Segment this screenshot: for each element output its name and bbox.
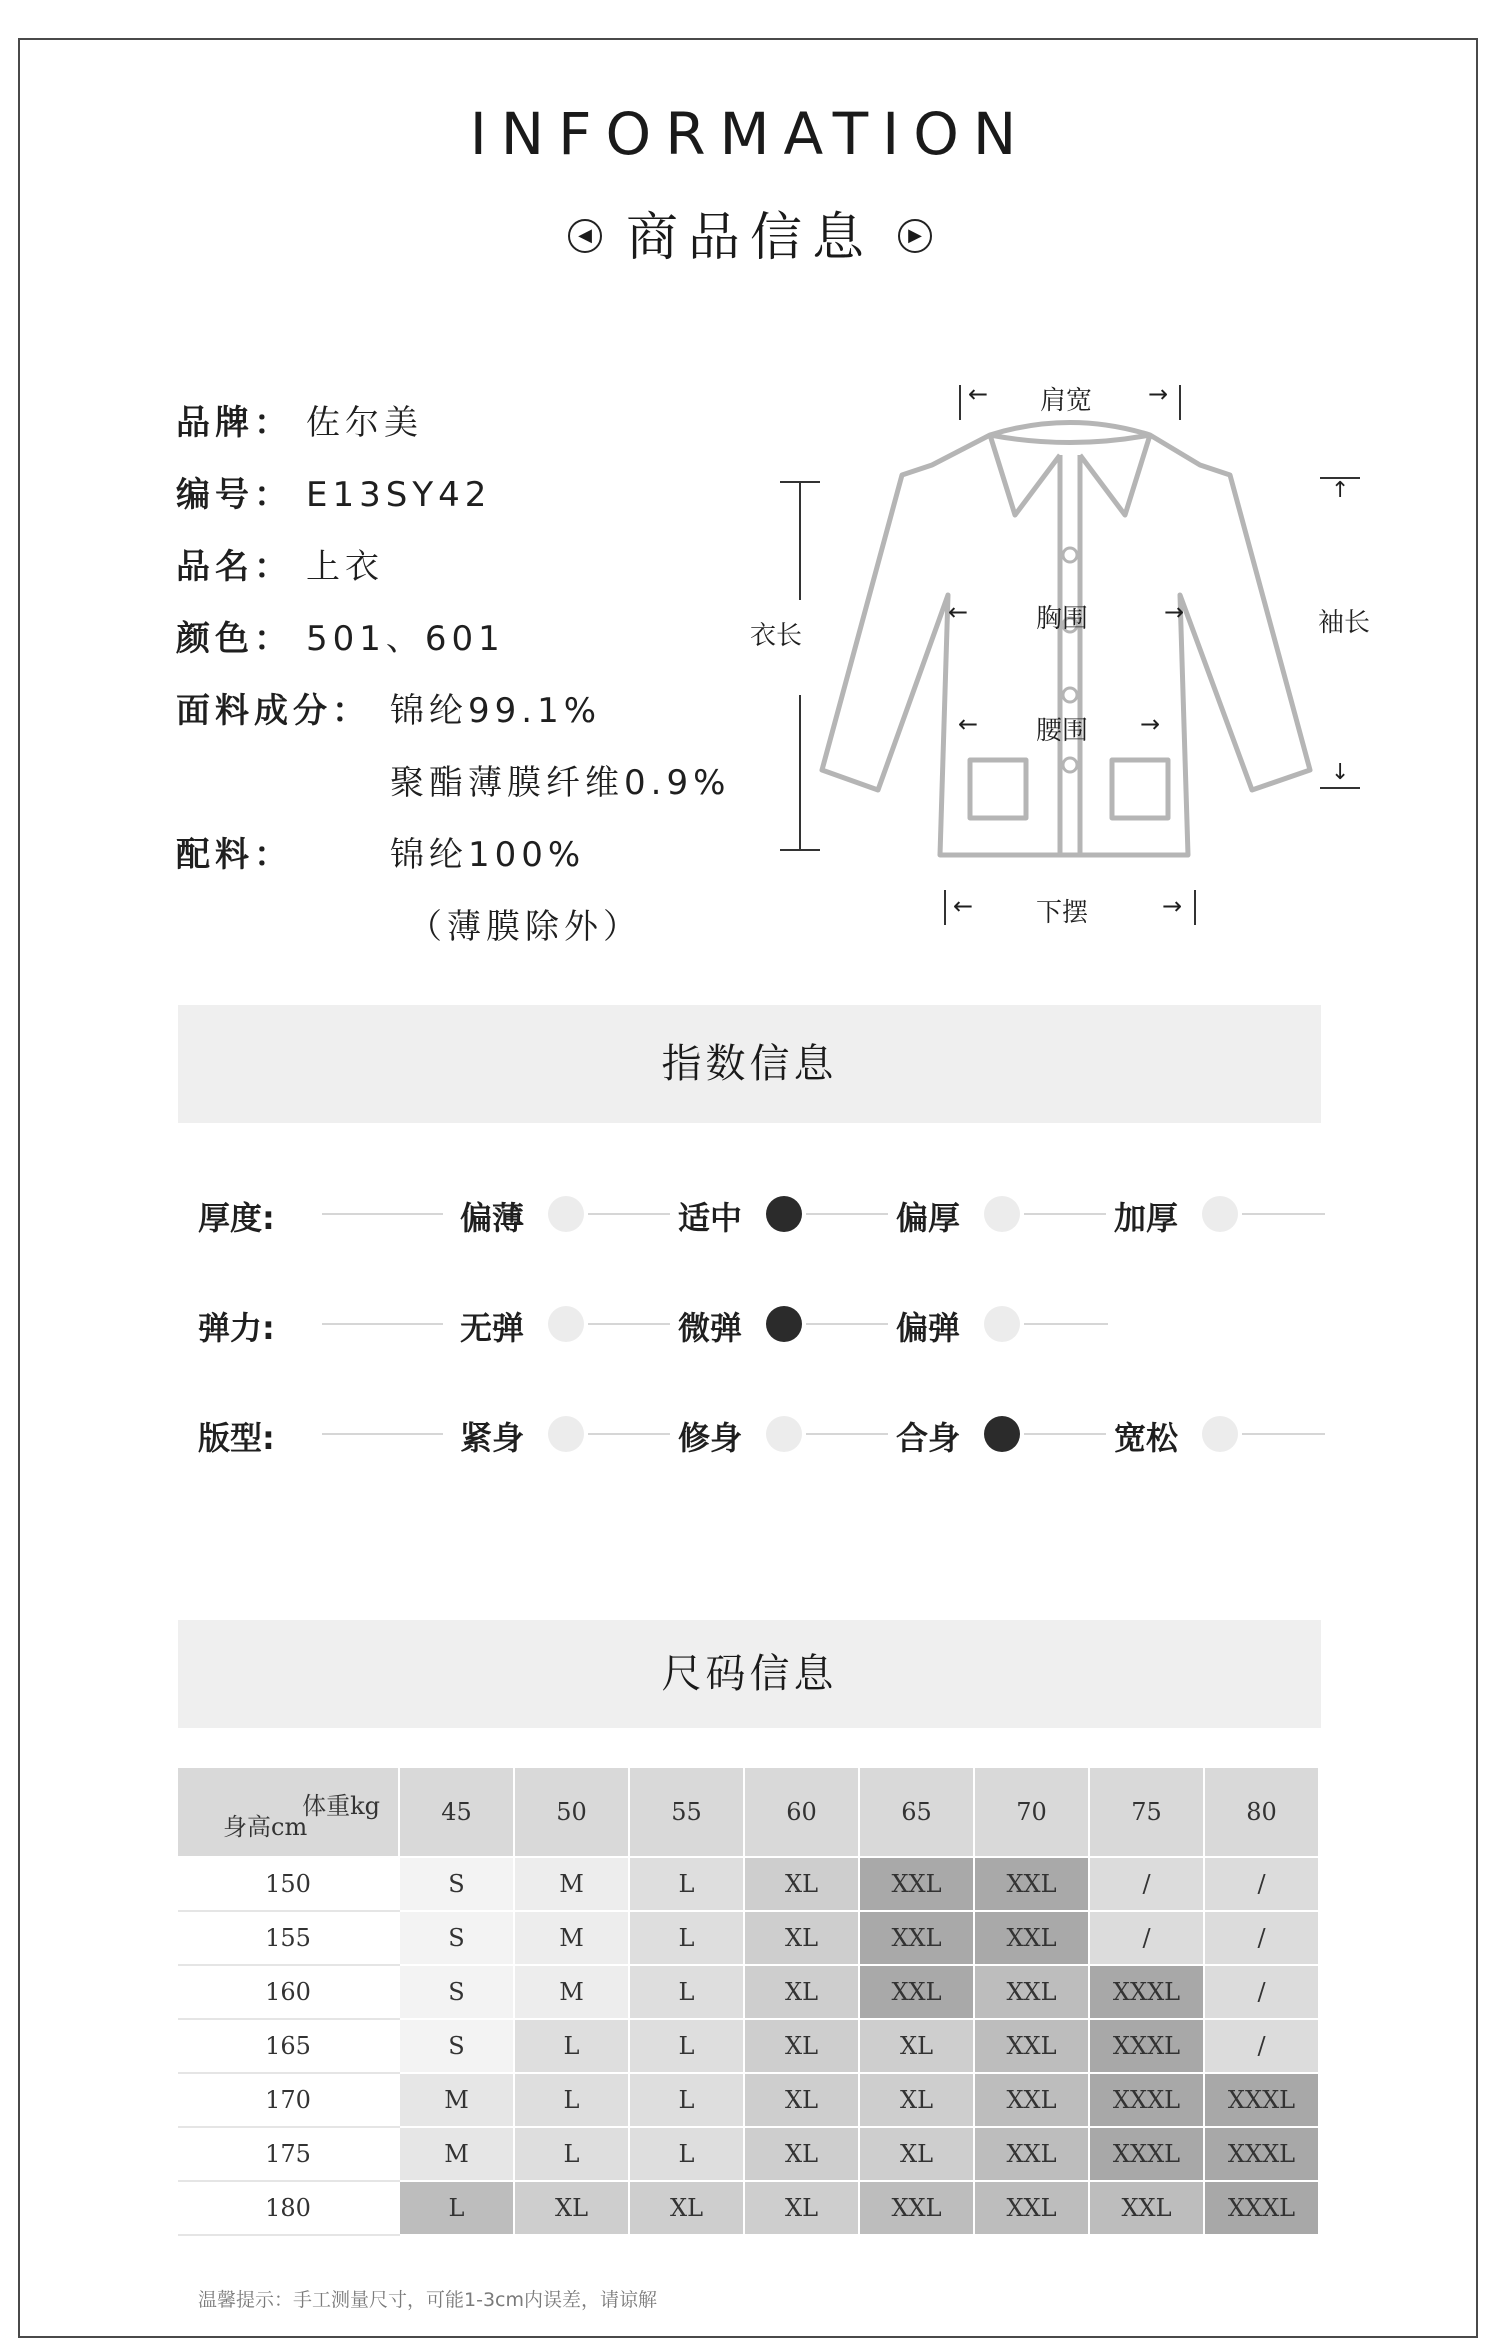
title-chinese-row <box>0 195 1500 270</box>
size-cell: XXL <box>974 1857 1089 1911</box>
size-cell: XL <box>629 2181 744 2235</box>
info-label: 品名： <box>176 547 293 587</box>
size-cell: S <box>399 1857 514 1911</box>
size-cell: / <box>1204 1965 1319 2019</box>
info-row <box>176 539 384 588</box>
weight-header-cell: 75 <box>1089 1768 1204 1857</box>
label-sleeve: 袖长 <box>1318 608 1371 638</box>
size-table-header <box>178 1768 1319 1857</box>
index-option-label: 合身 <box>896 1419 961 1457</box>
height-cell: 160 <box>178 1965 399 2019</box>
info-row <box>176 611 505 660</box>
info-value: 锦纶99.1% <box>390 691 602 731</box>
title-chinese: 商品信息 <box>625 208 874 268</box>
size-cell: XXL <box>859 1911 974 1965</box>
height-cell: 165 <box>178 2019 399 2073</box>
weight-header-cell: 55 <box>629 1768 744 1857</box>
info-value: 501、601 <box>306 619 505 659</box>
size-section-title: 尺码信息 <box>178 1620 1321 1728</box>
height-cell: 155 <box>178 1911 399 1965</box>
size-cell: L <box>514 2073 629 2127</box>
label-hem: 下摆 <box>1036 898 1089 928</box>
weight-axis-label: 体重kg <box>302 1792 380 1820</box>
arrow-shoulder-right-icon: → <box>1148 380 1169 408</box>
size-cell: M <box>514 1965 629 2019</box>
size-cell: XXL <box>974 2181 1089 2235</box>
arrow-chest-left-icon: ← <box>948 598 969 626</box>
info-value: 锦纶100% <box>390 835 586 875</box>
size-cell: XXL <box>974 1965 1089 2019</box>
size-cell: S <box>399 2019 514 2073</box>
info-label: 品牌： <box>176 403 293 443</box>
arrow-chest-right-icon: → <box>1164 598 1185 626</box>
size-cell: XL <box>744 2019 859 2073</box>
info-row <box>176 899 642 948</box>
info-row <box>176 395 423 444</box>
info-label: 配料： <box>176 835 293 875</box>
size-cell: S <box>399 1911 514 1965</box>
size-cell: XXL <box>974 2019 1089 2073</box>
size-cell: XXL <box>859 1965 974 2019</box>
size-cell: XL <box>744 2073 859 2127</box>
arrow-shoulder-left-icon: ← <box>968 380 989 408</box>
info-label: 颜色： <box>176 619 293 659</box>
garment-measure-diagram <box>740 370 1400 940</box>
info-label: 编号： <box>176 475 293 515</box>
size-cell: XXXL <box>1204 2181 1319 2235</box>
size-cell: XXXL <box>1089 2127 1204 2181</box>
index-option-label: 修身 <box>678 1419 743 1457</box>
size-cell: / <box>1089 1857 1204 1911</box>
size-table-row <box>178 2181 1319 2235</box>
size-cell: L <box>629 1857 744 1911</box>
label-chest: 胸围 <box>1036 604 1089 634</box>
index-option-label: 适中 <box>678 1199 743 1237</box>
size-cell: XL <box>859 2073 974 2127</box>
size-table-row <box>178 1965 1319 2019</box>
size-cell: L <box>514 2019 629 2073</box>
info-row <box>176 755 730 804</box>
size-cell: XL <box>744 1965 859 2019</box>
size-cell: M <box>514 1911 629 1965</box>
arrow-left-icon: ◀ <box>568 219 602 253</box>
arrow-right-icon: ▶ <box>898 219 932 253</box>
info-value: （薄膜除外） <box>408 907 642 947</box>
size-cell: L <box>629 1911 744 1965</box>
index-row-label: 厚度: <box>198 1199 275 1237</box>
index-option-label: 微弹 <box>678 1309 743 1347</box>
size-table-row <box>178 2019 1319 2073</box>
size-cell: L <box>514 2127 629 2181</box>
label-shoulder: 肩宽 <box>1040 386 1093 416</box>
size-cell: / <box>1089 1911 1204 1965</box>
size-cell: S <box>399 1965 514 2019</box>
size-cell: XL <box>859 2127 974 2181</box>
arrow-sleeve-down-icon: ↓ <box>1331 760 1350 785</box>
size-cell: L <box>629 2073 744 2127</box>
size-cell: XXL <box>859 1857 974 1911</box>
size-cell: XXXL <box>1204 2127 1319 2181</box>
jacket-outline-icon <box>740 370 1400 940</box>
arrow-hem-right-icon: → <box>1162 892 1183 920</box>
arrow-hem-left-icon: ← <box>953 892 974 920</box>
size-cell: L <box>629 1965 744 2019</box>
size-cell: XL <box>744 1911 859 1965</box>
index-row-label: 版型: <box>198 1419 275 1457</box>
size-cell: M <box>399 2127 514 2181</box>
info-value: 上衣 <box>306 547 384 587</box>
size-cell: XL <box>514 2181 629 2235</box>
size-table-row <box>178 2127 1319 2181</box>
index-option-label: 加厚 <box>1114 1199 1179 1237</box>
size-cell: / <box>1204 1911 1319 1965</box>
size-cell: XXL <box>974 1911 1089 1965</box>
size-cell: XL <box>744 2181 859 2235</box>
size-cell: XL <box>859 2019 974 2073</box>
size-cell: L <box>629 2127 744 2181</box>
height-cell: 170 <box>178 2073 399 2127</box>
index-row-label: 弹力: <box>198 1309 275 1347</box>
weight-header-cell: 70 <box>974 1768 1089 1857</box>
index-option-label: 宽松 <box>1114 1419 1179 1457</box>
size-table-corner <box>178 1768 399 1857</box>
weight-header-cell: 65 <box>859 1768 974 1857</box>
size-cell: XXXL <box>1089 2073 1204 2127</box>
label-waist: 腰围 <box>1036 716 1089 746</box>
size-table-row <box>178 2073 1319 2127</box>
size-cell: XXL <box>1089 2181 1204 2235</box>
label-length: 衣长 <box>750 621 803 651</box>
info-row <box>176 827 585 876</box>
info-label: 面料成分： <box>176 691 371 731</box>
size-cell: / <box>1204 1857 1319 1911</box>
size-cell: XL <box>744 1857 859 1911</box>
height-cell: 180 <box>178 2181 399 2235</box>
size-cell: XL <box>744 2127 859 2181</box>
size-table-row <box>178 1911 1319 1965</box>
size-cell: M <box>399 2073 514 2127</box>
weight-header-cell: 45 <box>399 1768 514 1857</box>
index-option-label: 无弹 <box>460 1309 525 1347</box>
height-cell: 175 <box>178 2127 399 2181</box>
footer-note: 温馨提示：手工测量尺寸，可能1-3cm内误差，请谅解 <box>198 2289 657 2311</box>
size-cell: XXXL <box>1089 1965 1204 2019</box>
size-cell: XXXL <box>1089 2019 1204 2073</box>
arrow-waist-right-icon: → <box>1140 710 1161 738</box>
title-english: INFORMATION <box>469 100 1031 168</box>
info-row <box>176 467 491 516</box>
arrow-waist-left-icon: ← <box>958 710 979 738</box>
size-cell: M <box>514 1857 629 1911</box>
size-cell: XXL <box>974 2073 1089 2127</box>
size-table-row <box>178 1857 1319 1911</box>
size-cell: XXXL <box>1204 2073 1319 2127</box>
info-value: 聚酯薄膜纤维0.9% <box>390 763 731 803</box>
index-option-label: 偏厚 <box>896 1199 961 1237</box>
info-row <box>176 683 601 732</box>
size-cell: L <box>399 2181 514 2235</box>
info-value: 佐尔美 <box>306 403 423 443</box>
arrow-sleeve-up-icon: ↑ <box>1331 478 1350 503</box>
height-cell: 150 <box>178 1857 399 1911</box>
weight-header-cell: 80 <box>1204 1768 1319 1857</box>
size-cell: L <box>629 2019 744 2073</box>
weight-header-cell: 60 <box>744 1768 859 1857</box>
index-option-label: 偏弹 <box>896 1309 961 1347</box>
index-option-label: 偏薄 <box>460 1199 525 1237</box>
height-axis-label: 身高cm <box>223 1813 308 1841</box>
weight-header-cell: 50 <box>514 1768 629 1857</box>
index-option-label: 紧身 <box>460 1419 525 1457</box>
size-cell: / <box>1204 2019 1319 2073</box>
size-cell: XXL <box>974 2127 1089 2181</box>
size-cell: XXL <box>859 2181 974 2235</box>
size-table <box>178 1768 1320 2236</box>
info-value: E13SY42 <box>306 475 492 515</box>
index-section-title: 指数信息 <box>178 1005 1321 1123</box>
